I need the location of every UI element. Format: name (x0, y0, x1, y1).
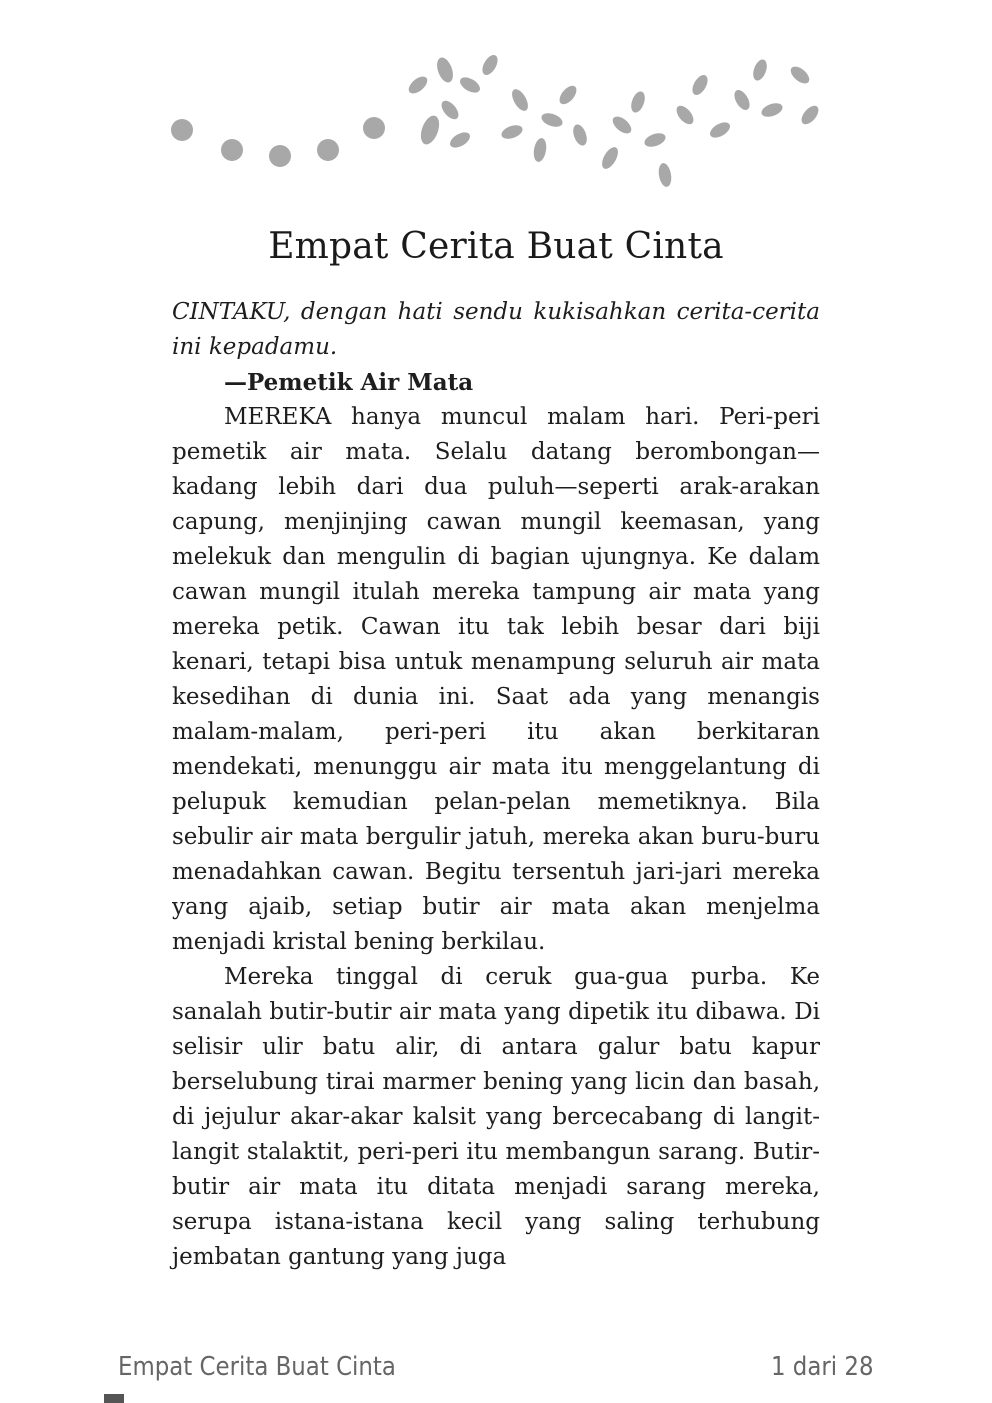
footer-title: Empat Cerita Buat Cinta (118, 1352, 396, 1382)
paragraph: Mereka tinggal di ceruk gua-gua purba. Ke sanalah butir-butir air mata yang dipetik itu dibawa. Di selisir ulir batu alir, di antara galur batu kapur berselubung tirai marmer bening yang licin dan basah, di jejulur akar-akar kalsit yang bercecabang di langit-langit stalaktit, peri-peri itu membangun sarang. Butir-butir air mata itu ditata menjadi sarang mereka, serupa istana-istana kecil yang saling terhubung jembatan gantung yang juga (172, 964, 820, 1270)
page-indicator: 1 dari 28 (771, 1352, 874, 1382)
section-subheading: —Pemetik Air Mata (224, 369, 474, 396)
page-title: Empat Cerita Buat Cinta (268, 226, 724, 267)
floral-dots-ornament-icon (160, 40, 840, 200)
epigraph: CINTAKU, dengan hati sendu kukisahkan cerita-cerita ini kepadamu. (172, 299, 820, 360)
document-body (172, 295, 820, 1275)
corner-mark (104, 1394, 124, 1403)
paragraph: MEREKA hanya muncul malam hari. Peri-peri pemetik air mata. Selalu datang berombongan—kadang lebih dari dua puluh—seperti arak-arakan capung, menjinjing cawan mungil keemasan, yang melekuk dan mengulin di bagian ujungnya. Ke dalam cawan mungil itulah mereka tampung air mata yang mereka petik. Cawan itu tak lebih besar dari biji kenari, tetapi bisa untuk menampung seluruh air mata kesedihan di dunia ini. Saat ada yang menangis malam-malam, peri-peri itu akan berkitaran mendekati, menunggu air mata itu menggelantung di pelupuk kemudian pelan-pelan memetiknya. Bila sebulir air mata bergulir jatuh, mereka akan buru-buru menadahkan cawan. Begitu tersentuh jari-jari mereka yang ajaib, setiap butir air mata akan menjelma menjadi kristal bening berkilau. (172, 404, 820, 955)
